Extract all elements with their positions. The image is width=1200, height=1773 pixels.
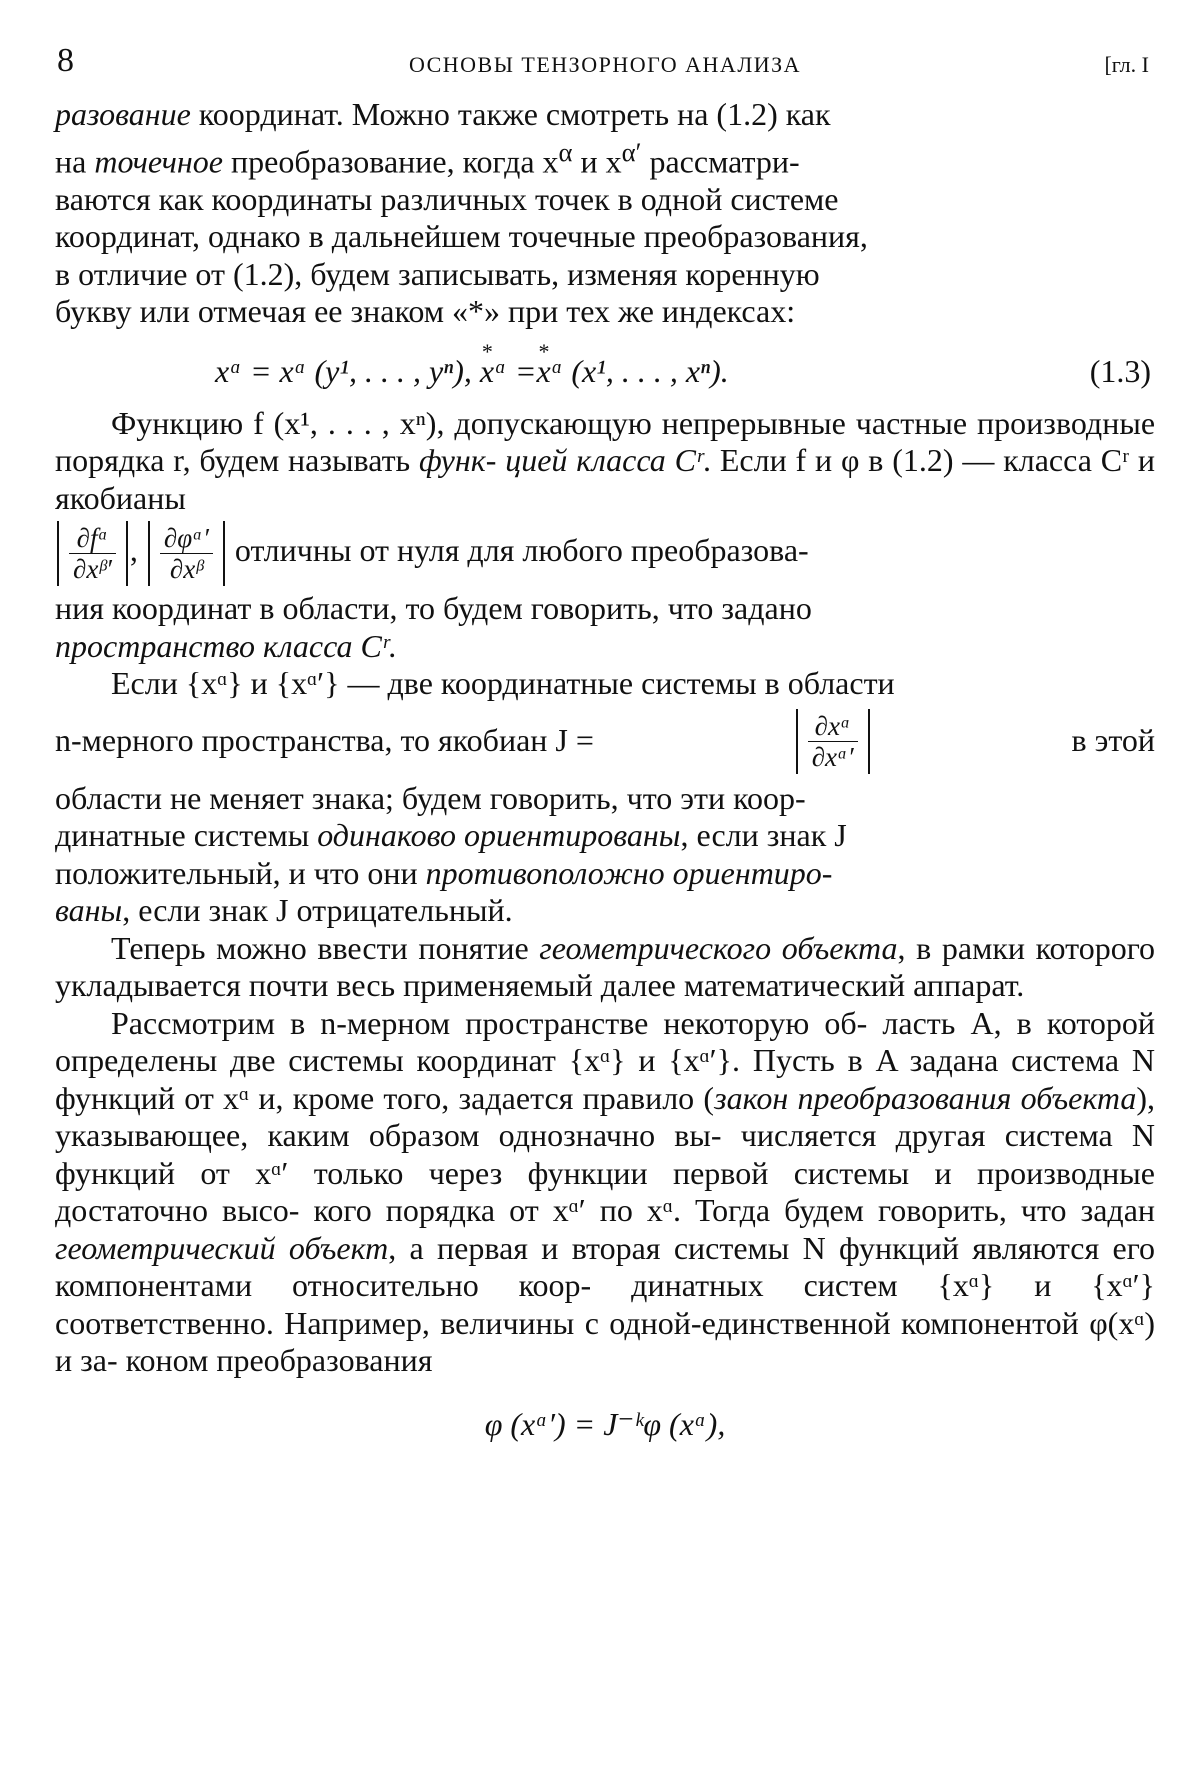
paragraph-3: Если {xᵅ} и {xᵅ′} — две координатные системы в области (111, 665, 895, 702)
equation-transform-law: φ (xᵅ′) = J⁻ᵏφ (xᵅ), (484, 1405, 726, 1442)
text-line: разование координат. Можно также смотреть на (1.2) как (55, 96, 831, 132)
text-line: в отличие от (1.2), будем записывать, изменяя коренную (55, 255, 820, 292)
text-line: координат, однако в дальнейшем точечные преобразования, (55, 218, 868, 255)
italic-term: цией класса Cʳ (505, 442, 704, 479)
text-line: на точечное преобразование, когда $x^\alpha$ и $x^{\alpha'}$ рассматри- (55, 136, 800, 180)
paragraph-4: Теперь можно ввести понятие геометрического объекта, в рамки которого укладывается почти весь применяемый далее математический аппарат. (55, 929, 1156, 1004)
italic-term: функ- (418, 442, 497, 479)
equation-body: xᵅ = xᵅ (y¹, . . . , yⁿ), * xᵅ =* xᵅ (x¹, . . . , xⁿ). (215, 353, 729, 391)
jacobian-J: $\frac{\text{∂xᵅ}}{\text{∂xᵅ′}}$ (796, 709, 870, 774)
paragraph-3-cont (55, 780, 1155, 930)
paragraph-2: Функцию f (x¹, . . . , xⁿ), допускающую непрерывные частные производные порядка r, будем называть функ- цией класса Cʳ. Если f и φ в (1.2) — класса Cʳ и якобианы (55, 404, 1156, 516)
italic-term: пространство класса Cʳ. (55, 627, 397, 664)
book-page (55, 40, 1155, 1443)
text-line: положительный, и что они противоположно ориентиро- (55, 854, 833, 891)
jacobian-f: $\frac{\text{∂fᵅ}}{\text{∂xᵝ′}}$ (57, 521, 128, 586)
paragraph-2-cont (55, 590, 1155, 665)
italic-term: геометрического объекта (539, 929, 898, 966)
italic-term: одинаково ориентированы (317, 817, 681, 854)
chapter-label: [гл. I (1104, 52, 1149, 77)
italic-term: противоположно ориентиро- (425, 854, 833, 891)
paragraph-5: Рассмотрим в n-мерном пространстве некоторую об- ласть A, в которой определены две системы координат {xᵅ} и {xᵅ′}. Пусть в A задана система N функций от xᵅ и, кроме того, задается правило (закон преобразования объекта), указывающее, каким образом однозначно вы- числяется другая система N функций от xᵅ′ только через функции первой системы и производные достаточно высо- кого порядка от xᵅ′ по xᵅ. Тогда будем говорить, что задан геометрический объект, а первая и вторая системы N функций являются его компонентами относительно коор- динатных систем {xᵅ} и {xᵅ′} соответственно. Например, величины с одной-единственной компонентой φ(xᵅ) и за- коном преобразования (55, 1004, 1156, 1379)
equation-number: (1.3) (1089, 352, 1151, 389)
page-number: 8 (57, 42, 74, 79)
body-text (55, 96, 1155, 1443)
italic-term: точечное (94, 143, 223, 180)
jacobian-J-line: n-мерного пространства, то якобиан J = $\frac{\text{∂xᵅ}}{\text{∂xᵅ′}}$ в этой (55, 710, 1155, 772)
text-line: ваются как координаты различных точек в одной системе (55, 180, 839, 217)
italic-term: разование (55, 96, 191, 132)
equation-1-3 (55, 331, 1155, 405)
italic-term: ваны (55, 892, 123, 929)
paragraph-1 (55, 96, 1155, 331)
jacobian-line: $\frac{\text{∂fᵅ}}{\text{∂xᵝ′}}$ , $\frac{\text{∂φᵅ′}}{\text{∂xᵝ}}$ отличны от нуля для любого преобразова- (55, 521, 1155, 586)
page-header (55, 40, 1155, 96)
italic-term: геометрический объект (55, 1229, 389, 1266)
jacobian-phi: $\frac{\text{∂φᵅ′}}{\text{∂xᵝ}}$ (148, 521, 225, 586)
text-line: ния координат в области, то будем говорить, что задано (55, 590, 812, 627)
running-title: ОСНОВЫ ТЕНЗОРНОГО АНАЛИЗА (408, 52, 802, 77)
star-mark: * xᵅ (x¹, . . . , xⁿ). (536, 353, 728, 391)
italic-term: закон преобразования (714, 1079, 1012, 1116)
text-line: динатные системы одинаково ориентированы, если знак J (55, 817, 847, 854)
star-mark: * xᵅ = (480, 353, 537, 391)
italic-term: объекта (1020, 1079, 1137, 1116)
text-line: ваны, если знак J отрицательный. (55, 892, 513, 929)
text-line: букву или отмечая ее знаком «*» при тех же индексах: (55, 293, 796, 330)
text-line: области не меняет знака; будем говорить, что эти коор- (55, 779, 806, 816)
